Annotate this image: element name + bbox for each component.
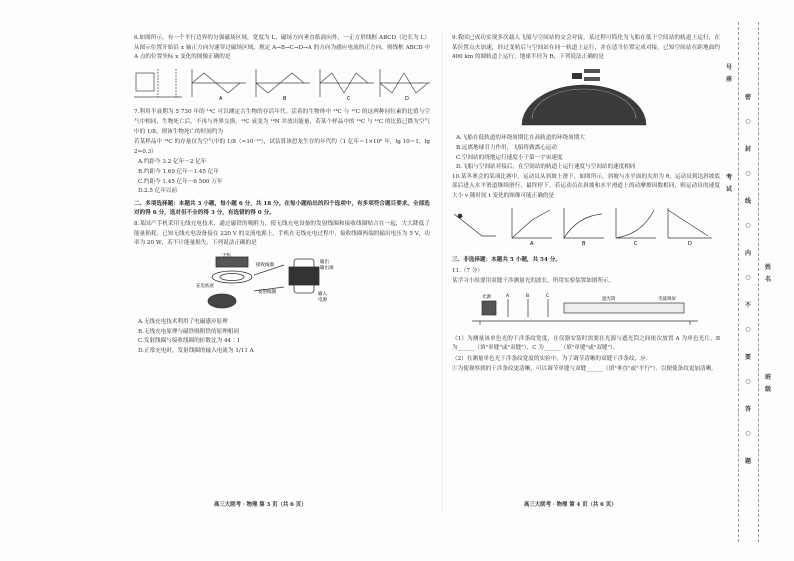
binding-char: 封 (744, 146, 751, 153)
binding-char: 姓 (764, 264, 771, 271)
q10-figures (452, 206, 720, 246)
q11-label-c: C (546, 293, 550, 299)
q10-graph-b (564, 208, 604, 238)
q11-apparatus-figure (452, 291, 720, 327)
section-2-heading: 二、多项选择题：本题共 3 小题，每小题 6 分，共 18 分。在每小题给出的四个选项中，有多项符合题目要求。全部选对的得 6 分，选对但不全的得 3 分，有选错的得 0 分。 (134, 200, 430, 217)
q6-stem: 6.如图所示，有一个平行边界的匀强磁场区域，宽度为 L，磁场方向垂直纸面向外，一正方形线框 ABCD（边长为 L）从图示位置开始沿 x 轴正方向匀速穿过磁场区域，规定 A→B→C→D→A 的方向为感应电流的正方向，则线框 ABCD 中 A 点的位置坐标 x 变化的图像正确的是 (134, 35, 430, 61)
q6-graph-c (320, 69, 374, 97)
q6-option-a: A (219, 95, 223, 101)
q8-option-a: A.无线充电技术利用了电磁感应原理 (138, 319, 228, 326)
q11-label-tube: 遮光筒 (602, 296, 616, 302)
q8-label-output-end: 输出端 (320, 265, 334, 271)
q6-option-c: C (347, 95, 351, 101)
q9-stem: 9.我国已成功实现多次载人飞船与空间站的交会对接，某过程可简化为飞船在低于空间站的轨道上运行，在某位置点火加速，经过变轨后与空间站在同一轨道上运行，并在适当位置完成对接。已知空间站在距地面约 400 km 的圆轨道上运行，地球半径为 R，下列说法正确的是 (452, 35, 720, 61)
q6-option-d: D (405, 95, 409, 101)
q6-graph-b (256, 69, 310, 97)
q8-stem: 8.某国产手机采用无线充电技术，通过磁铁的吸附力，使无线充电设备的发射线圈和接收线圈贴合在一起，大大降低了能量损耗。已知无线充电设备接在 220 V 的交流电源上，手机在无线充电过程中，接收线圈两端的输出电压为 5 V，功率为 20 W，若不计能量损失，下列说法正确的是 (134, 220, 430, 247)
left-page-footer: 高三大联考 · 物理 第 3 页（共 6 页） (214, 502, 307, 508)
binding-char: 考 (725, 174, 732, 181)
q7-line2: 若某样品中 ¹⁴C 的存量仅为空气中的 1/8（≈10⁻¹⁰），试估算该恐龙生存的年代约（1 亿年＝1×10⁸ 年，lg 10＝1，lg 2≈0.3） (134, 139, 430, 155)
q11-label-a: A (506, 293, 510, 299)
q6-field-diagram (134, 69, 182, 97)
binding-char: ○ (745, 222, 751, 229)
q6-option-b: B (283, 95, 287, 101)
q8-label-base: 充电底座 (196, 283, 214, 289)
q7-option-d: D.2.5 亿年以前 (138, 188, 178, 195)
binding-char: 不 (744, 302, 751, 309)
binding-char: 密 (744, 94, 751, 101)
q7-option-c: C.约距今 1.45 亿年～6 500 万年 (138, 178, 223, 185)
q9-option-c: C.空间站的绕地运行速度小于第一宇宙速度 (456, 154, 563, 161)
left-page (134, 34, 430, 357)
binding-char: 班 (764, 374, 771, 381)
q8-label-input: 输入 (318, 291, 327, 297)
binding-char: ○ (745, 170, 751, 177)
q8-charger-figure (134, 253, 430, 311)
q7-option-b: B.约距今 1.69 亿年～1.45 亿年 (138, 168, 219, 175)
q10-slope (454, 214, 496, 236)
binding-char: 级 (764, 386, 771, 393)
binding-char: 答 (744, 406, 751, 413)
q11-label-b: B (526, 293, 530, 299)
q8-label-output: 输出 (320, 259, 329, 265)
right-page-footer: 高三大联考 · 物理 第 4 页（共 6 页） (524, 502, 617, 508)
binding-outer-column (724, 22, 734, 542)
binding-inner-column (763, 22, 773, 542)
q8-option-d: D.正常充电时，发射线圈的输入电流为 1/11 A (138, 348, 254, 355)
binding-char: 座 (725, 76, 732, 83)
binding-char: ○ (745, 326, 751, 333)
binding-char: 题 (744, 458, 751, 465)
q8-option-c: C.发射线圈与接收线圈的匝数比为 44∶1 (138, 338, 241, 345)
q11-sub1: （1）为测量该单色光的干涉条纹宽度，在仪器安装时需要在光源与遮光筒之间依次放置 A 为单色光片，B 为______（填"单缝"或"双缝"），C 为______（填"单缝"或"双缝"）。 (452, 335, 720, 352)
binding-char: 内 (744, 250, 751, 257)
binding-char: ○ (745, 274, 751, 281)
section-3-heading: 三、非选择题：本题共 5 小题，共 54 分。 (452, 257, 561, 264)
right-page (452, 34, 720, 376)
q10-option-d: D (688, 240, 692, 246)
binding-char: 号 (725, 64, 732, 71)
binding-char: 要 (744, 354, 751, 361)
q8-option-b: B.无线充电原理与磁铁吸附铁的原理相同 (138, 328, 239, 335)
q7-option-a: A.约距今 3.2 亿年～2 亿年 (138, 159, 207, 166)
q11-label-screen: 毛玻璃屏 (658, 296, 676, 302)
binding-char: 线 (744, 198, 751, 205)
binding-dashed-line (758, 22, 759, 542)
q11-stem: 某学习小组要用双缝干涉测量光的波长，所用实验装置如图所示。 (452, 278, 615, 285)
q11-sub3: ①为使观察到的干涉条纹更清晰，可以调节单缝与双缝______（填"垂直"或"平行"），以便使条纹更加清晰。 (452, 366, 717, 373)
q8-label-power: 电源 (318, 297, 327, 303)
q7-stem: 7.利用半衰期为 5 730 年的 ¹⁴C 可以测定古生物的存活年代。活着的生物体中 ¹⁴C 与 ¹²C 的这两种同位素的比值与空气中相同，生物死亡后，不再与外界交换，¹⁴C 衰变为 ¹⁴N 并放出能量，若某个样品中的 ¹⁴C 与 ¹²C 的比值已降为空气中的 1/8，则该生物死亡的时间约为 (134, 109, 430, 135)
q8-label-phone: 手机 (222, 252, 231, 258)
binding-char: 名 (764, 276, 771, 283)
q10-option-a: A (530, 240, 534, 246)
binding-char: ○ (745, 378, 751, 385)
binding-char: ○ (745, 118, 751, 125)
binding-dashed-line (738, 22, 739, 542)
q6-figures (134, 67, 430, 101)
binding-char: ○ (745, 430, 751, 437)
q9-option-d: D.飞船与空间站对接后，在空间站的轨道上运行速度与空间站的速度相同 (456, 164, 636, 171)
q10-graph-d (668, 208, 712, 238)
q10-stem: 10.某冬奥会的某项比赛中，运动员从斜坡上滑下，如图所示，斜坡与水平面的夹角为 θ，运动员到达斜坡底部后进入水平滑道继续滑行，最终停下。若运动员在斜坡和水平滑道上的动摩擦因数相同，则运动员的速度大小 v 随时间 t 变化的图像可能正确的是 (452, 173, 720, 199)
q8-label-receive: 接收线圈 (256, 262, 274, 268)
q8-label-transmit: 发射线圈 (258, 289, 276, 295)
q11-label-lightsource: 光源 (482, 294, 491, 300)
q11-head: 11.（7 分） (452, 267, 484, 274)
page-divider (442, 30, 443, 510)
q11-sub2: （2）在测量单色光干涉条纹宽度的实验中，为了调节清晰的双缝干涉条纹，应： (452, 355, 652, 362)
q10-graph-a (512, 208, 552, 238)
binding-char: 试 (725, 186, 732, 193)
q9-option-b: B.远离地球引力作用，飞船将做离心运动 (456, 144, 557, 151)
q6-graph-a (192, 69, 246, 97)
binding-strip (724, 22, 776, 542)
q10-option-b: B (582, 240, 586, 246)
q9-earth-figure (452, 67, 720, 127)
binding-middle-column (743, 22, 753, 542)
q10-option-c: C (634, 240, 638, 246)
q9-option-a: A.飞船在低轨道的环绕周期比在高轨道的环绕周期大 (456, 135, 585, 142)
q10-graph-c (616, 208, 656, 238)
q6-graph-d (380, 69, 430, 97)
